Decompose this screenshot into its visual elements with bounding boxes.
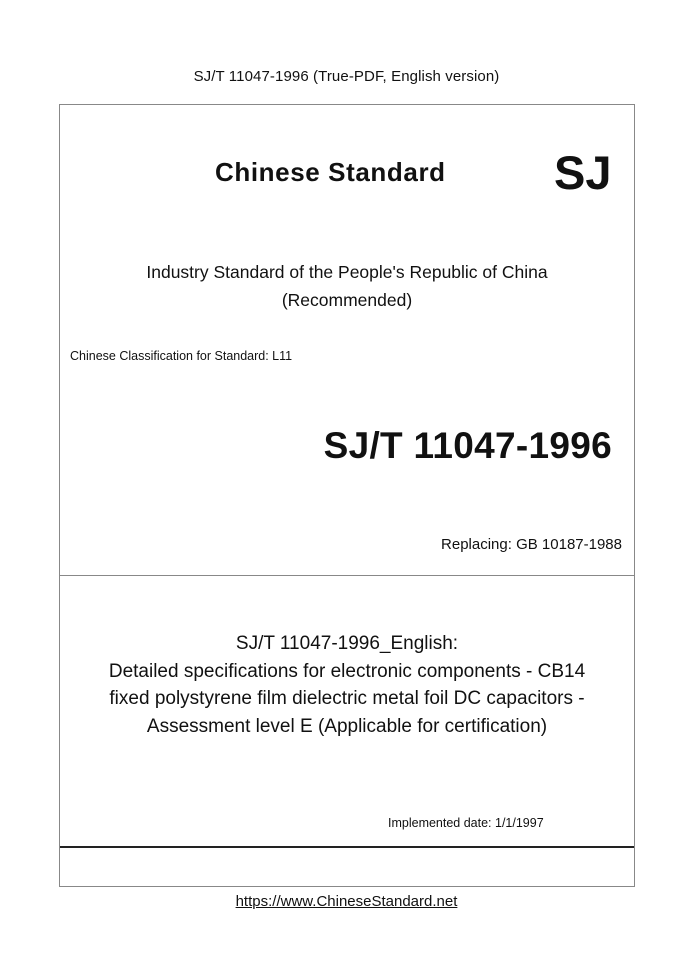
industry-line-2: (Recommended) [281, 290, 413, 310]
cover-frame [59, 104, 635, 887]
standard-description [59, 630, 635, 740]
implemented-date: Implemented date: 1/1/1997 [388, 816, 544, 830]
description-line: Assessment level E (Applicable for certification) [146, 715, 548, 737]
standard-number: SJ/T 11047-1996 [323, 425, 612, 466]
standard-mark: SJ [554, 146, 612, 199]
footer [0, 893, 693, 910]
classification-label: Chinese Classification for Standard: L11 [70, 349, 293, 363]
cover-heading: Chinese Standard [215, 157, 446, 187]
footer-box-divider [60, 846, 634, 848]
description-line: SJ/T 11047-1996_English: [235, 633, 459, 654]
industry-line-1: Industry Standard of the People's Republic of China [146, 262, 548, 282]
section-divider [60, 575, 634, 576]
description-line: fixed polystyrene film dielectric metal foil DC capacitors - [109, 688, 585, 709]
industry-standard-text [59, 258, 635, 314]
replacing-label: Replacing: GB 10187-1988 [441, 536, 622, 553]
website-link[interactable]: https://www.ChineseStandard.net [235, 893, 458, 910]
document-header-title: SJ/T 11047-1996 (True-PDF, English version) [193, 68, 500, 85]
description-line: Detailed specifications for electronic components - CB14 [108, 660, 586, 682]
